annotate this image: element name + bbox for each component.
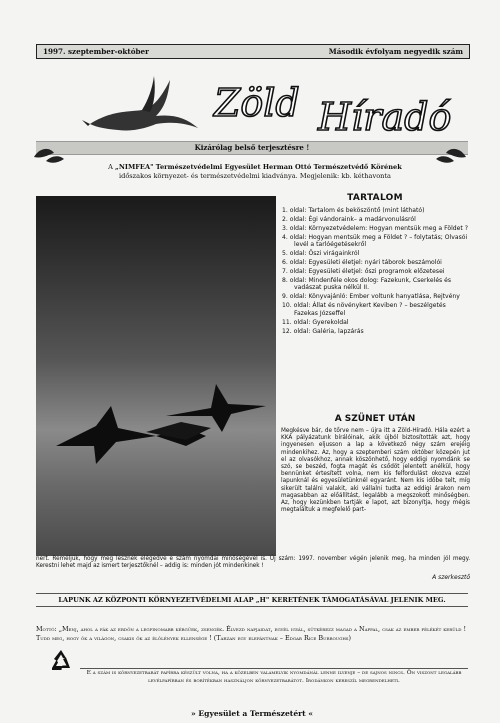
- issue-volume: Második évfolyam negyedik szám: [328, 47, 463, 56]
- restriction-text: Kizárólag belső terjesztésre !: [194, 143, 310, 152]
- footer-slogan: » Egyesület a Természetért «: [190, 709, 314, 718]
- support-notice: LAPUNK AZ KÖZPONTI KÖRNYEZETVÉDELMI ALAP „H" KERETÉNEK TÁMOGATÁSÁVAL JELENIK MEG.: [36, 593, 468, 607]
- cover-photo-birds: [36, 196, 276, 556]
- issue-date: 1997. szeptember-október: [43, 47, 149, 56]
- toc-item: 5. oldal: Őszi virágainkról: [282, 250, 360, 258]
- toc-item: 6. oldal: Egyesületi életjel: nyári táborok beszámolói: [282, 259, 442, 267]
- issue-header-bar: [36, 44, 470, 59]
- publisher-prefix: A: [108, 163, 113, 171]
- toc-item: 2. oldal: Égi vándoraink– a madárvonulásról: [282, 215, 416, 223]
- bird-silhouette: [56, 406, 156, 464]
- masthead-title: [210, 82, 455, 140]
- toc-list: [282, 207, 470, 336]
- masthead-word-2: Híradó: [318, 95, 452, 139]
- motto: Mottó: „Menj, ahol a fák az erdőn a legfinomabb kérgüek, zsengék. Élvezd napjaidat, egyél igyál, sütkérezz magad a Nappal, csak az ember félékét kerüld ! Tudd meg, hogy ők a világon, csakis ők az élőlények ellensége ! (Tarzan egy elefántnak – Edgar Rice Burroughs): [36, 625, 467, 642]
- toc-item: 11. oldal: Gyerekoldal: [282, 318, 349, 326]
- publisher-description: időszakos környezet- és természetvédelmi kiadványa. Megjelenik: kb. kéthavonta: [118, 172, 391, 180]
- masthead-word-1: Zöld: [214, 82, 300, 125]
- article-title: A SZÜNET UTÁN: [334, 414, 416, 424]
- toc-item: 7. oldal: Egyesületi életjel: őszi programok előzetesei: [282, 267, 445, 275]
- publisher-info: [50, 163, 460, 181]
- restriction-banner: [36, 141, 468, 155]
- swallow-logo: [82, 70, 202, 138]
- toc-item: 3. oldal: Környezetvédelem: Hogyan mentsük meg a Földet ?: [282, 224, 468, 232]
- toc-item: 9. oldal: Könyvajánló: Ember voltunk hanyatlása, Rejtvény: [282, 293, 460, 301]
- article-body-column: Megkésve bár, de tőrve nem – újra itt a Zöld-Híradó. Hála ezért a KKA pályázatunk bírálóinak, akik újból biztosították azt, hogy ingyenesen eljusson a lap a következő négy szám erejéig mindenkihez. Az, hogy a szeptemberi szám október közepén jut el az olvasókhoz, annak köszönhető, hogy eddigi nyomdánk se szó, se beszéd, fogta magát és csődöt jelentett anélkül, hogy bennünket értesített volna, nem kis felfordulást okozva ezzel lapunknál és egyesületünknél egyaránt. Nem kis időbe telt, míg sikerült találni valakit, aki vállalni tudta az eddigi árakon nem magasabban az előállítást, legalább a megszokott minőségben. Az, hogy kezünkben tartják e lapot, azt bizonyítja, hogy mégis megtaláltuk a megfelelő part-: [281, 428, 470, 514]
- article-body-wide: nert. Reméljük, hogy meg lesznek elégedve e szám nyomdai minőségével is. Új szám: 1997. november végén jelenik meg, ha minden jól megy. Kerestni lehet majd az ismert terjesztőknél – addig is: minden jót mindenkinek !: [36, 556, 470, 570]
- toc-item: 4. oldal: Hogyan mentsük meg a Földet ? – folytatás; Olvasói levél a tarlóégetésekről: [282, 233, 468, 249]
- toc-title: TARTALOM: [347, 193, 403, 203]
- recycle-icon: [48, 648, 74, 674]
- article-signature: A szerkesztő: [432, 574, 470, 581]
- toc-item: 1. oldal: Tartalom és beköszöntő (mint látható): [282, 207, 425, 214]
- toc-item: 8. oldal: Mindenféle okos dolog: Fazekunk, Cserkelés és vadászat puska nélkül II.: [282, 276, 452, 292]
- eco-note: E a szám is környezetbarát papírra készült volna, ha a közelben valamelyik nyomdánál lenne ilyenje – de sajnos nincs. Ön viszont legalább levélpapírban és borítékban használjon környezetbarátot. Irodánkon kereszíl megrendelheti.: [80, 668, 468, 685]
- publisher-org: „NIMFEA" Természetvédelmi Egyesület Herman Ottó Természetvédő Körének: [115, 163, 402, 171]
- toc-item: 12. oldal: Galéria, lapzárás: [282, 327, 364, 335]
- toc-item: 10. oldal: Állat és növénykert Keviben ? – beszélgetés Fazekas Józseffel: [282, 302, 446, 317]
